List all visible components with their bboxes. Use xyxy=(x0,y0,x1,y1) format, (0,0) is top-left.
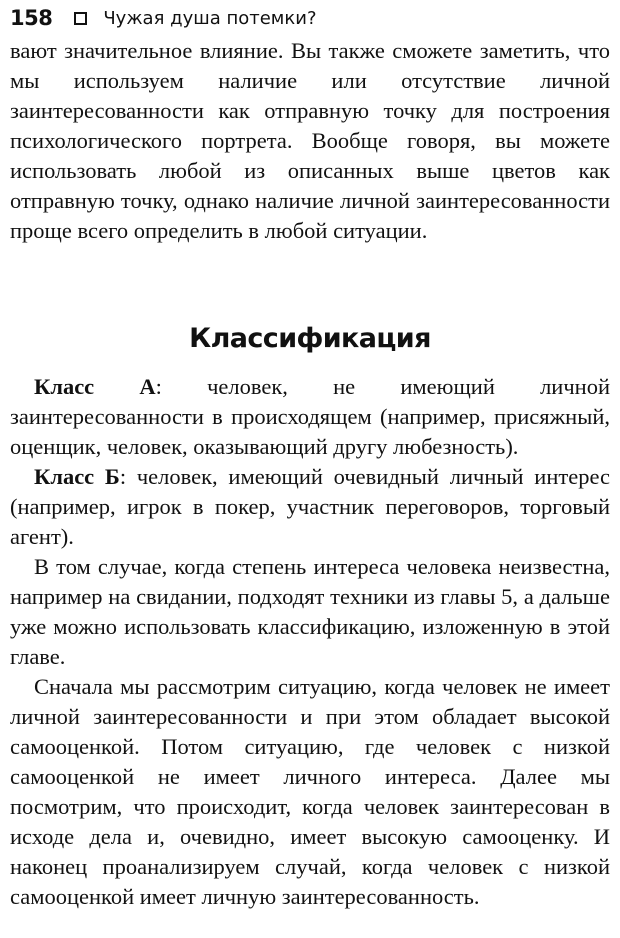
class-b-term: Класс Б xyxy=(34,464,120,489)
paragraph-4: Сначала мы рассмотрим ситуацию, когда человек не имеет личной заинтересованности и при этом обладает высокой самооценкой. Потом ситуацию, где человек с низкой самооценкой не имеет личного интереса. Далее мы посмотрим, что происходит, когда человек заинтересован в исходе дела и, очевидно, имеет высокую самооценку. И наконец проанализируем случай, когда человек с низкой самооценкой имеет личную заинтересованность. xyxy=(10,674,610,909)
page-number: 158 xyxy=(10,6,53,30)
class-a-paragraph xyxy=(10,372,610,462)
class-a-term: Класс А xyxy=(34,374,156,399)
paragraph-3: В том случае, когда степень интереса человека неизвестна, например на свидании, подходят техники из главы 5, а дальше уже можно использовать классификацию, изложенную в этой главе. xyxy=(10,554,610,669)
square-outline-icon xyxy=(74,12,87,25)
class-b-paragraph xyxy=(10,462,610,552)
class-a-text: : человек, не имеющий личной заинтересованности в происходящем (например, присяжный, оценщик, человек, оказывающий другу любезность). xyxy=(10,374,610,459)
class-b-text: : человек, имеющий очевидный личный интерес (например, игрок в покер, участник переговоров, торговый агент). xyxy=(10,464,610,549)
section-heading: Классификация xyxy=(189,323,431,354)
intro-paragraph: вают значительное влияние. Вы также сможете заметить, что мы используем наличие или отсутствие личной заинтересованности как отправную точку для построения психологического портрета. Вообще говоря, вы можете использовать любой из описанных выше цветов как отправную точку, однако наличие личной заинтересованности проще всего определить в любой ситуации. xyxy=(10,38,610,243)
running-title: Чужая душа потемки? xyxy=(103,7,317,29)
page-header xyxy=(10,0,610,36)
